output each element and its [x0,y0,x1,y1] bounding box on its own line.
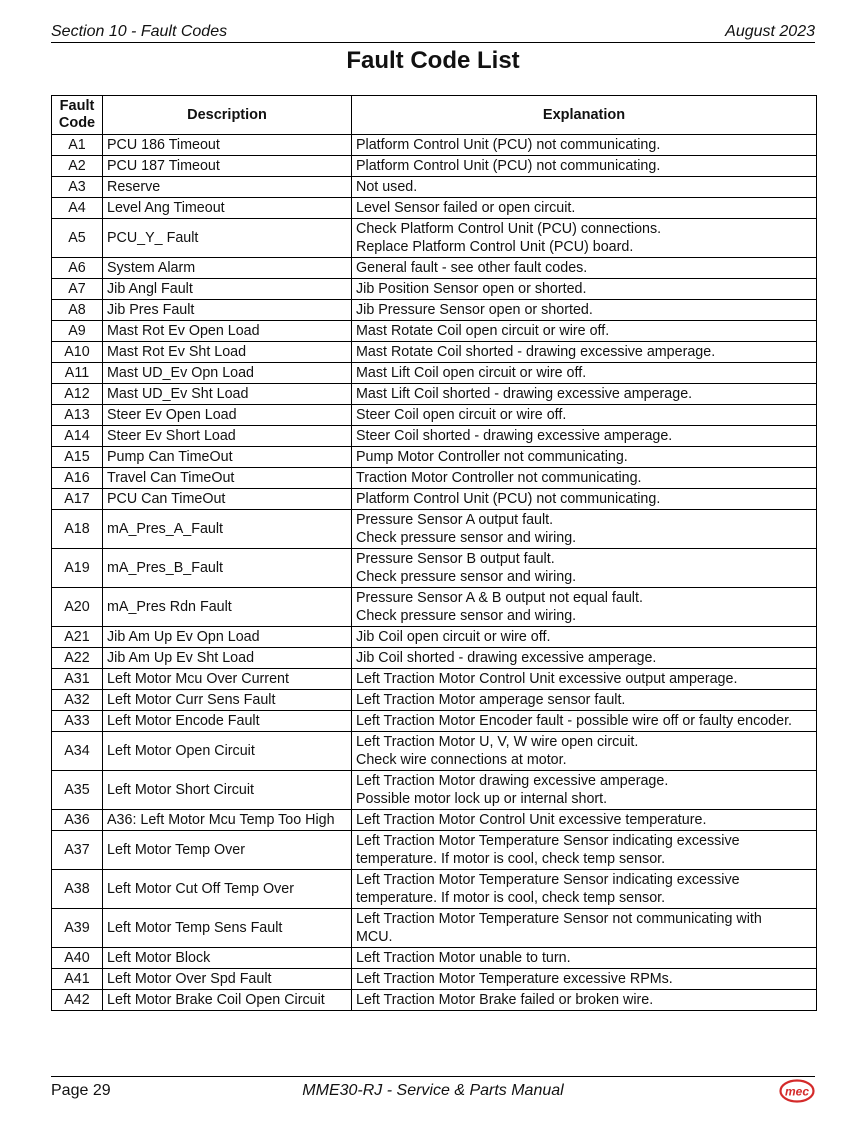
explanation-cell: Left Traction Motor unable to turn. [352,948,817,969]
description-cell: PCU Can TimeOut [103,489,352,510]
description-cell: mA_Pres_B_Fault [103,549,352,588]
description-cell: Left Motor Temp Sens Fault [103,909,352,948]
fault-code-cell: A17 [52,489,103,510]
fault-code-table [51,95,817,1011]
description-cell: PCU 186 Timeout [103,135,352,156]
description-cell: Left Motor Encode Fault [103,711,352,732]
fault-code-cell: A37 [52,831,103,870]
fault-code-cell: A19 [52,549,103,588]
description-cell: Left Motor Brake Coil Open Circuit [103,990,352,1011]
explanation-cell: Jib Coil open circuit or wire off. [352,627,817,648]
fault-code-cell: A5 [52,219,103,258]
fault-code-cell: A41 [52,969,103,990]
description-cell: A36: Left Motor Mcu Temp Too High [103,810,352,831]
description-cell: mA_Pres Rdn Fault [103,588,352,627]
table-row [52,588,817,627]
description-cell: Left Motor Cut Off Temp Over [103,870,352,909]
fault-code-cell: A20 [52,588,103,627]
description-cell: Jib Am Up Ev Opn Load [103,627,352,648]
page-header [51,22,815,43]
fault-code-cell: A9 [52,321,103,342]
table-row [52,948,817,969]
explanation-cell: Left Traction Motor Temperature Sensor indicating excessive temperature. If motor is cool, check temp sensor. [352,831,817,870]
description-cell: Jib Am Up Ev Sht Load [103,648,352,669]
fault-code-cell: A40 [52,948,103,969]
fault-code-cell: A4 [52,198,103,219]
explanation-cell: Platform Control Unit (PCU) not communicating. [352,156,817,177]
page-footer [51,1076,815,1105]
table-row [52,489,817,510]
table-row [52,627,817,648]
explanation-cell: Traction Motor Controller not communicating. [352,468,817,489]
description-cell: Jib Pres Fault [103,300,352,321]
fault-code-cell: A6 [52,258,103,279]
table-row [52,969,817,990]
table-row [52,279,817,300]
table-row [52,156,817,177]
table-row [52,909,817,948]
fault-code-cell: A32 [52,690,103,711]
fault-code-cell: A10 [52,342,103,363]
table-row [52,258,817,279]
table-row [52,135,817,156]
explanation-cell: Platform Control Unit (PCU) not communicating. [352,489,817,510]
fault-code-cell: A18 [52,510,103,549]
description-cell: PCU 187 Timeout [103,156,352,177]
fault-code-cell: A31 [52,669,103,690]
description-cell: Left Motor Short Circuit [103,771,352,810]
description-cell: Steer Ev Short Load [103,426,352,447]
description-cell: Left Motor Curr Sens Fault [103,690,352,711]
fault-code-cell: A15 [52,447,103,468]
table-row [52,177,817,198]
explanation-cell: Mast Lift Coil shorted - drawing excessive amperage. [352,384,817,405]
fault-code-cell: A22 [52,648,103,669]
explanation-cell: Pump Motor Controller not communicating. [352,447,817,468]
table-row [52,990,817,1011]
page-title: Fault Code List [346,47,520,74]
explanation-cell: Left Traction Motor Temperature Sensor indicating excessive temperature. If motor is cool, check temp sensor. [352,870,817,909]
explanation-cell: Mast Lift Coil open circuit or wire off. [352,363,817,384]
fault-code-cell: A21 [52,627,103,648]
description-cell: Left Motor Mcu Over Current [103,669,352,690]
description-cell: Level Ang Timeout [103,198,352,219]
table-row [52,732,817,771]
table-row [52,363,817,384]
fault-code-cell: A36 [52,810,103,831]
explanation-cell: Left Traction Motor Control Unit excessive temperature. [352,810,817,831]
table-row [52,342,817,363]
fault-code-cell: A39 [52,909,103,948]
explanation-cell: Pressure Sensor B output fault. Check pressure sensor and wiring. [352,549,817,588]
description-cell: System Alarm [103,258,352,279]
table-row [52,831,817,870]
page-number: Page 29 [51,1082,111,1099]
fault-code-cell: A3 [52,177,103,198]
description-cell: Steer Ev Open Load [103,405,352,426]
description-cell: Mast Rot Ev Sht Load [103,342,352,363]
fault-code-cell: A33 [52,711,103,732]
fault-code-cell: A16 [52,468,103,489]
table-row [52,426,817,447]
explanation-cell: Not used. [352,177,817,198]
explanation-cell: Left Traction Motor Brake failed or broken wire. [352,990,817,1011]
col-header-code: Fault Code [52,96,103,135]
table-row [52,447,817,468]
description-cell: Mast UD_Ev Opn Load [103,363,352,384]
table-row [52,669,817,690]
explanation-cell: Level Sensor failed or open circuit. [352,198,817,219]
fault-code-cell: A1 [52,135,103,156]
fault-code-cell: A34 [52,732,103,771]
table-row [52,198,817,219]
explanation-cell: Pressure Sensor A & B output not equal fault. Check pressure sensor and wiring. [352,588,817,627]
table-row [52,870,817,909]
explanation-cell: Check Platform Control Unit (PCU) connections. Replace Platform Control Unit (PCU) board. [352,219,817,258]
explanation-cell: Left Traction Motor Temperature Sensor not communicating with MCU. [352,909,817,948]
explanation-cell: Left Traction Motor Control Unit excessive output amperage. [352,669,817,690]
table-row [52,510,817,549]
explanation-cell: Jib Coil shorted - drawing excessive amperage. [352,648,817,669]
description-cell: Reserve [103,177,352,198]
mec-logo-icon [779,1079,815,1103]
table-row [52,771,817,810]
col-header-description: Description [103,96,352,135]
table-row [52,321,817,342]
table-row [52,405,817,426]
section-label: Section 10 - Fault Codes [51,23,228,40]
explanation-cell: Left Traction Motor Temperature excessive RPMs. [352,969,817,990]
fault-code-cell: A35 [52,771,103,810]
fault-code-cell: A42 [52,990,103,1011]
table-header-row [52,96,817,135]
explanation-cell: Left Traction Motor Encoder fault - possible wire off or faulty encoder. [352,711,817,732]
table-row [52,300,817,321]
explanation-cell: Left Traction Motor drawing excessive amperage. Possible motor lock up or internal short. [352,771,817,810]
explanation-cell: Jib Pressure Sensor open or shorted. [352,300,817,321]
table-row [52,468,817,489]
fault-code-cell: A8 [52,300,103,321]
manual-title: MME30-RJ - Service & Parts Manual [302,1082,564,1099]
table-row [52,810,817,831]
explanation-cell: Mast Rotate Coil open circuit or wire off. [352,321,817,342]
explanation-cell: Platform Control Unit (PCU) not communicating. [352,135,817,156]
description-cell: PCU_Y_ Fault [103,219,352,258]
description-cell: Travel Can TimeOut [103,468,352,489]
explanation-cell: Left Traction Motor U, V, W wire open circuit. Check wire connections at motor. [352,732,817,771]
fault-code-cell: A2 [52,156,103,177]
fault-code-cell: A7 [52,279,103,300]
svg-text:mec: mec [784,1084,810,1099]
description-cell: Pump Can TimeOut [103,447,352,468]
fault-code-cell: A12 [52,384,103,405]
explanation-cell: Jib Position Sensor open or shorted. [352,279,817,300]
explanation-cell: Mast Rotate Coil shorted - drawing excessive amperage. [352,342,817,363]
table-row [52,690,817,711]
description-cell: Mast Rot Ev Open Load [103,321,352,342]
explanation-cell: Steer Coil shorted - drawing excessive amperage. [352,426,817,447]
description-cell: Mast UD_Ev Sht Load [103,384,352,405]
col-header-explanation: Explanation [352,96,817,135]
fault-code-cell: A11 [52,363,103,384]
date-label: August 2023 [725,23,815,40]
explanation-cell: Steer Coil open circuit or wire off. [352,405,817,426]
table-row [52,219,817,258]
description-cell: Left Motor Open Circuit [103,732,352,771]
fault-code-cell: A38 [52,870,103,909]
explanation-cell: Left Traction Motor amperage sensor fault. [352,690,817,711]
fault-code-cell: A14 [52,426,103,447]
table-row [52,384,817,405]
description-cell: Left Motor Temp Over [103,831,352,870]
description-cell: Left Motor Block [103,948,352,969]
description-cell: Left Motor Over Spd Fault [103,969,352,990]
table-row [52,549,817,588]
description-cell: mA_Pres_A_Fault [103,510,352,549]
fault-code-cell: A13 [52,405,103,426]
description-cell: Jib Angl Fault [103,279,352,300]
explanation-cell: Pressure Sensor A output fault. Check pressure sensor and wiring. [352,510,817,549]
table-row [52,711,817,732]
table-row [52,648,817,669]
explanation-cell: General fault - see other fault codes. [352,258,817,279]
